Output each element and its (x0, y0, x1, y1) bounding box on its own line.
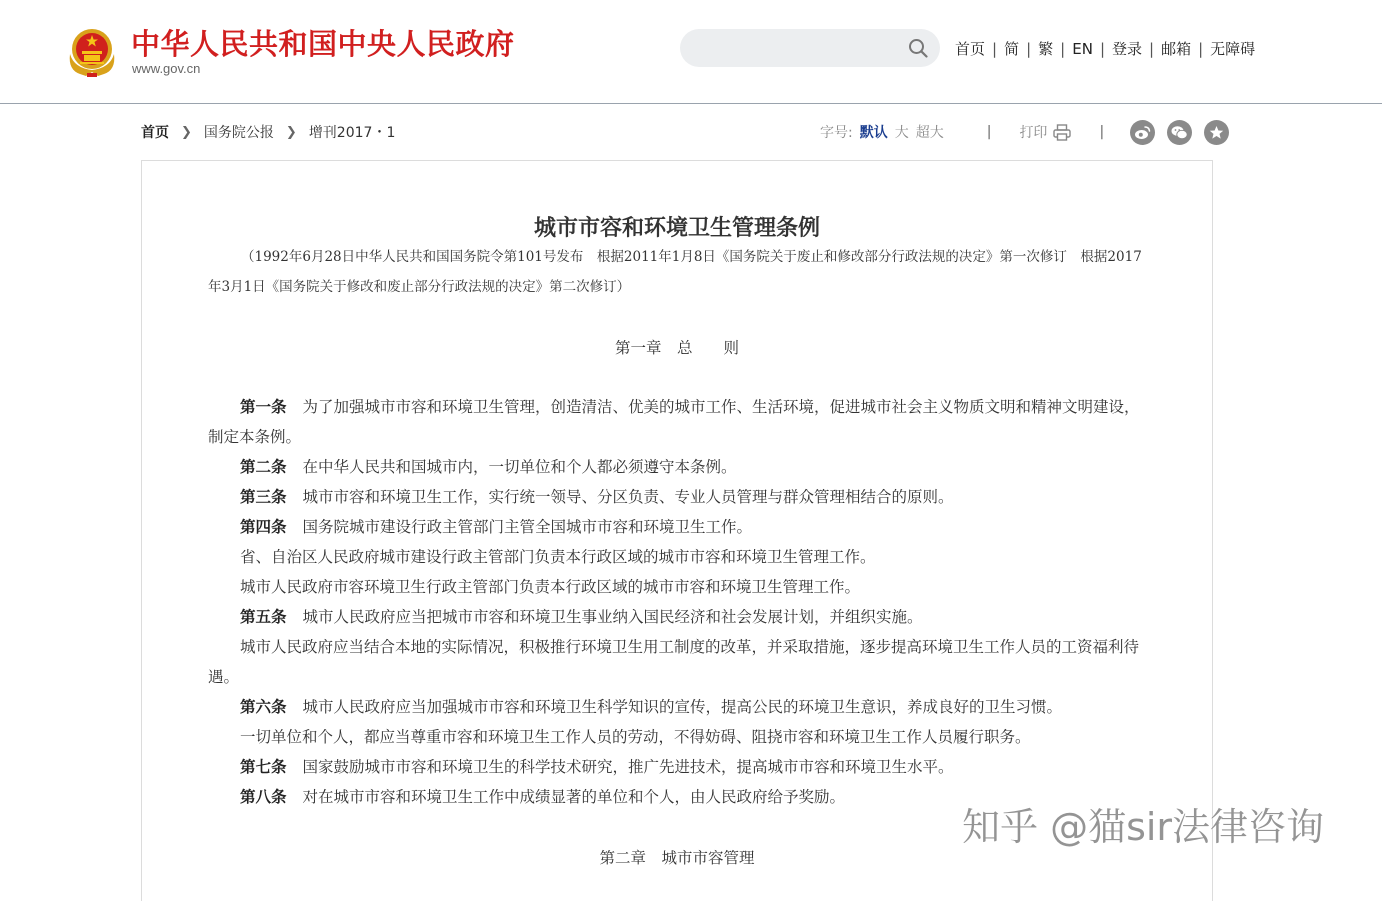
nav-traditional[interactable]: 繁 (1038, 40, 1054, 58)
article-paragraph: 第四条 国务院城市建设行政主管部门主管全国城市市容和环境卫生工作。 (240, 518, 753, 536)
nav-separator: | (1149, 39, 1155, 58)
breadcrumb-home[interactable]: 首页 (141, 125, 169, 141)
nav-mail[interactable]: 邮箱 (1161, 40, 1192, 58)
site-header (0, 0, 1382, 104)
star-icon (1209, 125, 1224, 140)
nav-separator: | (992, 39, 998, 58)
breadcrumb (141, 122, 395, 142)
font-size-label: 字号: (820, 125, 853, 141)
share-wechat-button[interactable] (1167, 120, 1192, 145)
nav-accessibility[interactable]: 无障碍 (1210, 40, 1256, 58)
article-paragraph: 第二条 在中华人民共和国城市内，一切单位和个人都必须遵守本条例。 (240, 458, 737, 476)
article-paragraph: 城市人民政府应当结合本地的实际情况，积极推行环境卫生用工制度的改革，并采取措施，逐步提高环境卫生工作人员的工资福利待遇。 (208, 638, 1140, 686)
article-body (141, 160, 1213, 901)
nav-home[interactable]: 首页 (955, 40, 986, 58)
nav-login[interactable]: 登录 (1112, 40, 1143, 58)
chevron-right-icon: ❯ (285, 124, 297, 140)
top-nav (955, 38, 1255, 59)
article-paragraph: 第一条 为了加强城市市容和环境卫生管理，创造清洁、优美的城市工作、生活环境，促进城市社会主义物质文明和精神文明建设，制定本条例。 (208, 398, 1140, 446)
national-emblem-icon[interactable] (66, 24, 118, 78)
article-paragraph: 一切单位和个人，都应当尊重市容和环境卫生工作人员的劳动，不得妨碍、阻挠市容和环境卫生工作人员履行职务。 (240, 728, 1031, 746)
nav-separator: | (1198, 39, 1204, 58)
site-title[interactable]: 中华人民共和国中央人民政府 (131, 27, 515, 61)
print-button[interactable] (1019, 122, 1071, 142)
nav-separator: | (1026, 39, 1032, 58)
article-title: 城市市容和环境卫生管理条例 (533, 215, 820, 241)
article-paragraph: 第七条 国家鼓励城市市容和环境卫生的科学技术研究，推广先进技术，提高城市市容和环境卫生水平。 (240, 758, 954, 776)
search-input[interactable] (680, 29, 940, 67)
watermark: 知乎 @猫sir法律咨询 (962, 805, 1325, 849)
search-icon[interactable] (908, 38, 928, 58)
share-weibo-button[interactable] (1130, 120, 1155, 145)
nav-separator: | (1060, 39, 1066, 58)
article-paragraph: 第五条 城市人民政府应当把城市市容和环境卫生事业纳入国民经济和社会发展计划，并组织实施。 (240, 608, 923, 626)
printer-icon (1053, 124, 1071, 141)
article-paragraph: 第六条 城市人民政府应当加强城市市容和环境卫生科学知识的宣传，提高公民的环境卫生意识，养成良好的卫生习惯。 (240, 698, 1063, 716)
favorite-button[interactable] (1204, 120, 1229, 145)
article-paragraph: 省、自治区人民政府城市建设行政主管部门负责本行政区域的城市市容和环境卫生管理工作。 (240, 548, 876, 566)
chevron-right-icon: ❯ (181, 124, 192, 140)
breadcrumb-gazette[interactable]: 国务院公报 (203, 125, 274, 141)
article-paragraph: 城市人民政府市容环境卫生行政主管部门负责本行政区域的城市市容和环境卫生管理工作。 (240, 578, 861, 596)
font-size-default[interactable]: 默认 (859, 125, 888, 141)
weibo-icon (1134, 125, 1151, 140)
site-url: www.gov.cn (132, 61, 201, 76)
nav-simplified[interactable]: 简 (1004, 40, 1020, 58)
article-toolbar (820, 118, 1229, 146)
toolbar-divider: | (986, 124, 992, 140)
chapter-heading: 第一章 总 则 (614, 339, 739, 357)
font-size-large[interactable]: 大 (894, 125, 909, 141)
toolbar-divider: | (1099, 124, 1105, 140)
article-meta: （1992年6月28日中华人民共和国国务院令第101号发布 根据2011年1月8日《国务院关于废止和修改部分行政法规的决定》第一次修订 根据2017年3月1日《国务院关于修改和废止部分行政法规的决定》第二次修订） (208, 249, 1142, 295)
print-label: 打印 (1019, 125, 1048, 141)
article-paragraph: 第八条 对在城市市容和环境卫生工作中成绩显著的单位和个人，由人民政府给予奖励。 (240, 788, 846, 806)
breadcrumb-issue[interactable]: 增刊2017・1 (308, 125, 396, 141)
nav-separator: | (1099, 39, 1105, 58)
chapter-heading: 第二章 城市市容管理 (599, 849, 755, 867)
article-paragraph: 第三条 城市市容和环境卫生工作，实行统一领导、分区负责、专业人员管理与群众管理相结合的原则。 (240, 488, 954, 506)
font-size-xlarge[interactable]: 超大 (915, 125, 944, 141)
wechat-icon (1171, 125, 1188, 140)
nav-english[interactable]: EN (1072, 39, 1093, 58)
